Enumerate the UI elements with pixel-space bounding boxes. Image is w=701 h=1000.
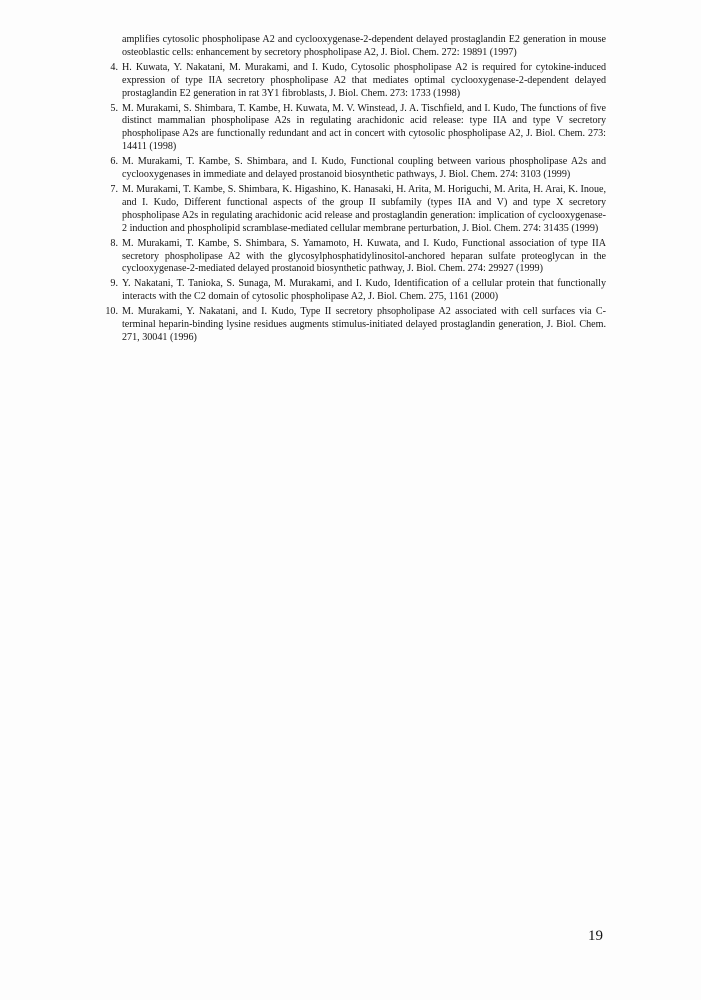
reference-item-10 [100, 306, 606, 345]
reference-item-5 [100, 103, 606, 155]
reference-number: 10. [105, 306, 118, 318]
reference-number: 5. [110, 102, 118, 114]
reference-number: 8. [110, 237, 118, 249]
reference-continuation-text: amplifies cytosolic phospholipase A2 and cyclooxygenase-2-dependent delayed prostaglandin E2 generation in mouse osteoblastic cells: enhancement by secretory phospholipase A2, J. Biol. Chem. 272: 19891 (1997) [122, 34, 606, 58]
reference-text: M. Murakami, S. Shimbara, T. Kambe, H. Kuwata, M. V. Winstead, J. A. Tischfield, and I. Kudo, The functions of five distinct mammalian phospholipase A2s in regulating arachidonic acid release: type IIA and type V secretory phospholipase A2s are functionally redundant and act in concert with cytosolic phospholipase A2, J. Biol. Chem. 273: 14411 (1998) [122, 102, 606, 153]
reference-number: 7. [110, 183, 118, 195]
reference-continuation [100, 34, 606, 60]
reference-text: M. Murakami, Y. Nakatani, and I. Kudo, Type II secretory phsopholipase A2 associated with cell surfaces via C-terminal heparin-binding lysine residues augments stimulus-initiated delayed prostaglandin generation, J. Biol. Chem. 271, 30041 (1996) [122, 306, 606, 343]
reference-list [100, 34, 606, 347]
reference-text: M. Murakami, T. Kambe, S. Shimbara, S. Yamamoto, H. Kuwata, and I. Kudo, Functional association of type IIA secretory phospholipase A2 with the glycosylphosphatidylinositol-anchored heparan sulfate proteoglycan in the cyclooxygenase-2-mediated delayed prostanoid biosynthetic pathway, J. Biol. Chem. 274: 29927 (1999) [122, 237, 606, 275]
reference-text: M. Murakami, T. Kambe, S. Shimbara, and I. Kudo, Functional coupling between various phospholipase A2s and cyclooxygenases in immediate and delayed prostanoid biosynthetic pathways, J. Biol. Chem. 274: 3103 (1999) [122, 156, 606, 181]
reference-item-4 [100, 62, 606, 101]
reference-text: H. Kuwata, Y. Nakatani, M. Murakami, and I. Kudo, Cytosolic phospholipase A2 is required for cytokine-induced expression of type IIA secretory phospholipase A2 that mediates optimal cyclooxygenase-2-dependent delayed prostaglandin E2 generation in rat 3Y1 fibroblasts, J. Biol. Chem. 273: 1733 (1998) [122, 61, 606, 99]
page-number: 19 [588, 928, 603, 944]
reference-text: Y. Nakatani, T. Tanioka, S. Sunaga, M. Murakami, and I. Kudo, Identification of a cellular protein that functionally interacts with the C2 domain of cytosolic phospholipase A2, J. Biol. Chem. 275, 1161 (2000) [122, 278, 606, 303]
reference-number: 4. [110, 61, 118, 73]
reference-number: 6. [110, 156, 118, 168]
reference-item-7 [100, 184, 606, 236]
reference-item-6 [100, 156, 606, 182]
reference-item-9 [100, 278, 606, 304]
reference-text: M. Murakami, T. Kambe, S. Shimbara, K. Higashino, K. Hanasaki, H. Arita, M. Horiguchi, M. Arita, H. Arai, K. Inoue, and I. Kudo, Different functional aspects of the group II subfamily (types IIA and V) and type X secretory phospholipase A2s in regulating arachidonic acid release and prostaglandin generation: implication of cyclooxygenase-2 induction and phospholipid scramblase-mediated cellular membrane perturbation, J. Biol. Chem. 274: 31435 (1999) [122, 183, 606, 234]
reference-number: 9. [110, 278, 118, 290]
reference-item-8 [100, 238, 606, 277]
